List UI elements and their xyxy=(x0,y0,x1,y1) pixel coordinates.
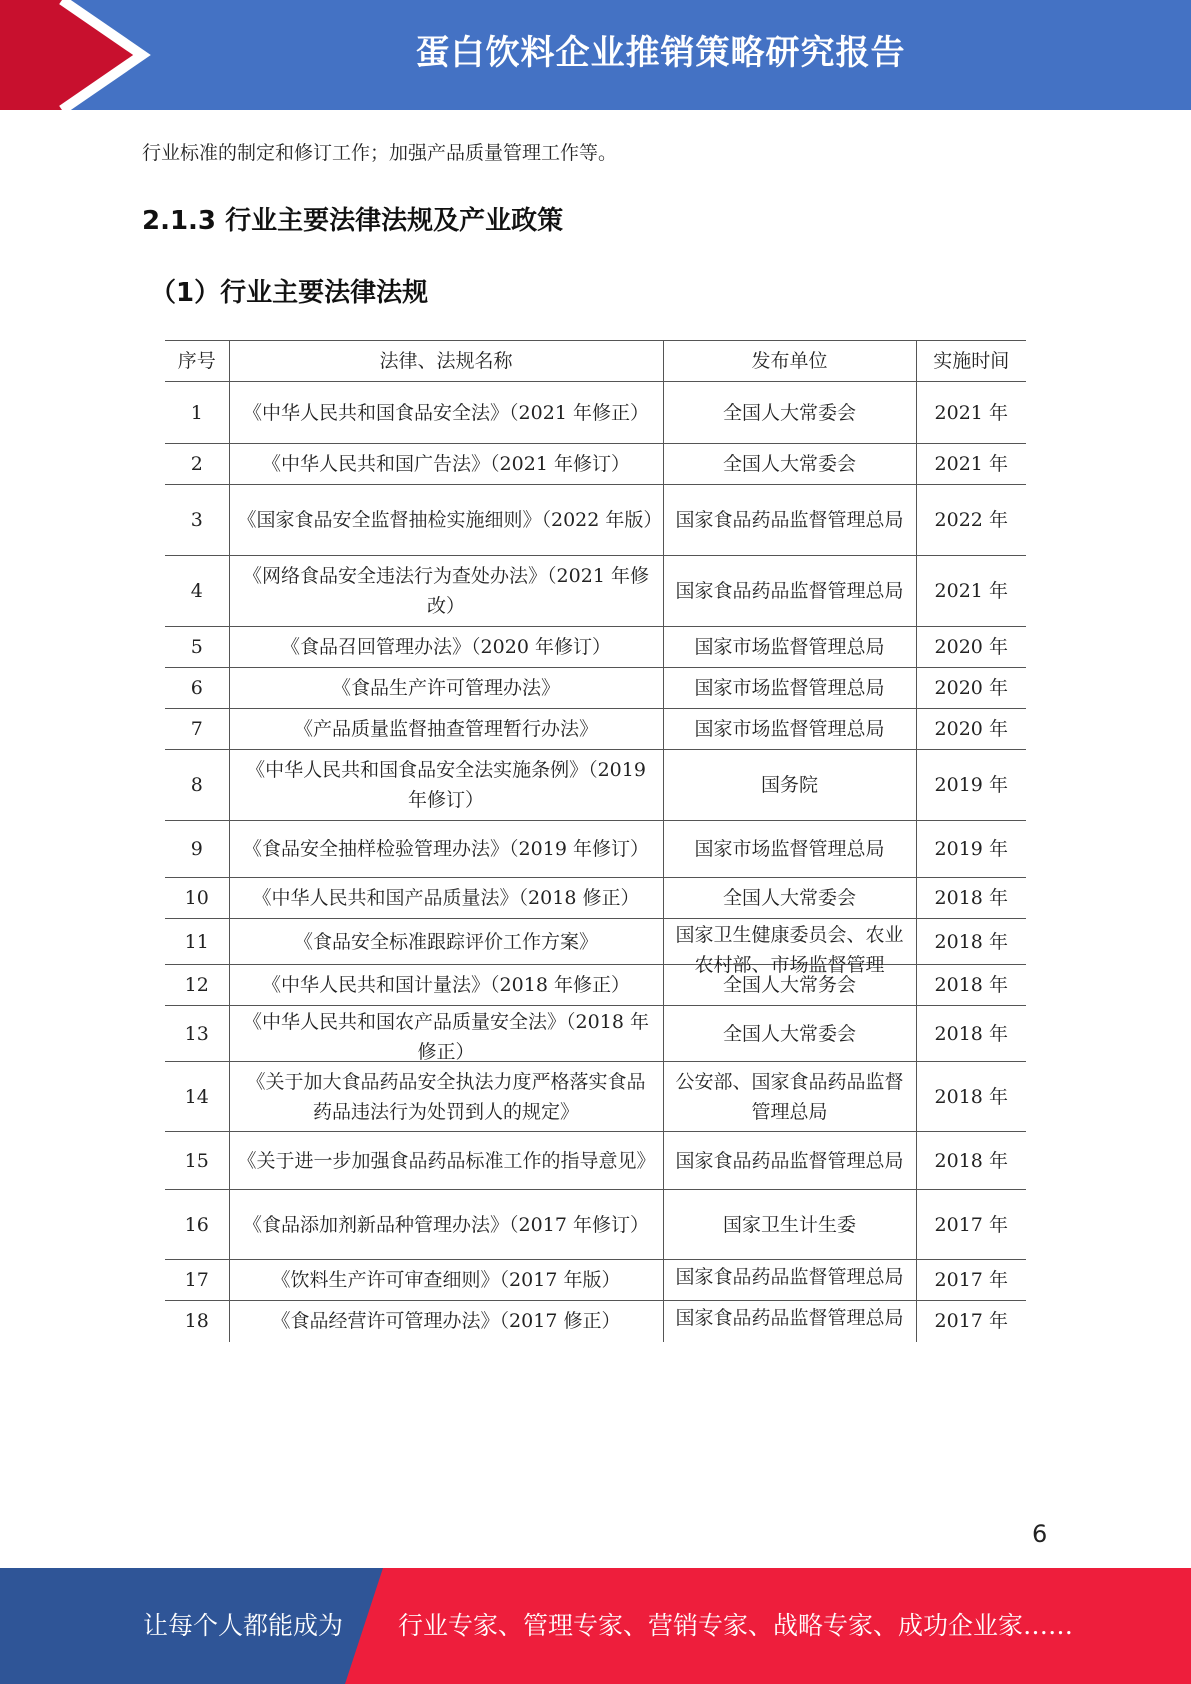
row-number: 1 xyxy=(165,382,229,444)
table-row xyxy=(165,965,1026,1006)
effective-date: 2020 年 xyxy=(916,627,1026,668)
table-row xyxy=(165,627,1026,668)
law-name-text: 《中华人民共和国农产品质量安全法》（2018 年修正） xyxy=(243,1010,649,1063)
row-number: 16 xyxy=(165,1190,229,1260)
issuing-authority: 国家卫生计生委 xyxy=(663,1190,916,1260)
law-name: 《中华人民共和国食品安全法》（2021 年修正） xyxy=(229,382,663,444)
law-name: 《产品质量监督抽查管理暂行办法》 xyxy=(229,709,663,750)
issuing-authority: 国家市场监督管理总局 xyxy=(663,668,916,709)
issuing-authority xyxy=(663,919,916,976)
row-number: 18 xyxy=(165,1301,229,1342)
effective-date: 2017 年 xyxy=(916,1190,1026,1260)
issuing-authority-text: 国家食品药品监督管理总局 xyxy=(675,1307,904,1330)
row-number: 8 xyxy=(165,750,229,821)
table-row xyxy=(165,878,1026,919)
issuing-authority: 全国人大常委会 xyxy=(663,1006,916,1062)
law-name: 《饮料生产许可审查细则》（2017 年版） xyxy=(229,1260,663,1301)
effective-date: 2018 年 xyxy=(916,1062,1026,1132)
issuing-authority: 公安部、国家食品药品监督管理总局 xyxy=(663,1062,916,1132)
table-header-row xyxy=(165,341,1026,382)
effective-date: 2020 年 xyxy=(916,709,1026,750)
section-heading: 2.1.3 行业主要法律法规及产业政策 xyxy=(142,206,564,236)
row-number: 12 xyxy=(165,965,229,1006)
effective-date: 2018 年 xyxy=(916,1006,1026,1062)
column-header-name: 法律、法规名称 xyxy=(229,341,663,382)
law-name: 《食品经营许可管理办法》（2017 修正） xyxy=(229,1301,663,1342)
law-name: 《关于进一步加强食品药品标准工作的指导意见》 xyxy=(229,1132,663,1190)
row-number: 4 xyxy=(165,556,229,627)
issuing-authority: 全国人大常务会 xyxy=(663,965,916,1006)
effective-date: 2021 年 xyxy=(916,556,1026,627)
effective-date: 2022 年 xyxy=(916,485,1026,556)
report-header xyxy=(0,0,1191,110)
law-name xyxy=(229,1006,663,1062)
law-name: 《网络食品安全违法行为查处办法》（2021 年修改） xyxy=(229,556,663,627)
issuing-authority-text: 国家卫生健康委员会、农业农村部、市场监督管理 xyxy=(675,923,904,976)
effective-date: 2018 年 xyxy=(916,965,1026,1006)
issuing-authority: 国家市场监督管理总局 xyxy=(663,627,916,668)
effective-date: 2019 年 xyxy=(916,821,1026,878)
header-red-chevron xyxy=(0,0,142,110)
table-row xyxy=(165,1190,1026,1260)
issuing-authority: 国务院 xyxy=(663,750,916,821)
table-row xyxy=(165,919,1026,965)
issuing-authority-text: 国家食品药品监督管理总局 xyxy=(675,1266,904,1288)
row-number: 15 xyxy=(165,1132,229,1190)
subsection-heading: （1）行业主要法律法规 xyxy=(150,278,429,308)
effective-date: 2018 年 xyxy=(916,1132,1026,1190)
table-row xyxy=(165,485,1026,556)
law-name: 《中华人民共和国计量法》（2018 年修正） xyxy=(229,965,663,1006)
issuing-authority: 国家食品药品监督管理总局 xyxy=(663,556,916,627)
effective-date: 2017 年 xyxy=(916,1260,1026,1301)
intro-paragraph: 行业标准的制定和修订工作；加强产品质量管理工作等。 xyxy=(142,142,618,164)
row-number: 9 xyxy=(165,821,229,878)
law-name: 《国家食品安全监督抽检实施细则》（2022 年版） xyxy=(229,485,663,556)
issuing-authority: 国家食品药品监督管理总局 xyxy=(663,485,916,556)
law-name: 《中华人民共和国产品质量法》（2018 修正） xyxy=(229,878,663,919)
table-row xyxy=(165,1301,1026,1342)
row-number: 3 xyxy=(165,485,229,556)
issuing-authority: 全国人大常委会 xyxy=(663,878,916,919)
law-name: 《中华人民共和国食品安全法实施条例》（2019 年修订） xyxy=(229,750,663,821)
table-row xyxy=(165,821,1026,878)
effective-date: 2021 年 xyxy=(916,444,1026,485)
law-name: 《食品安全标准跟踪评价工作方案》 xyxy=(229,919,663,965)
table-row xyxy=(165,1260,1026,1301)
table-row xyxy=(165,668,1026,709)
row-number: 5 xyxy=(165,627,229,668)
law-name: 《关于加大食品药品安全执法力度严格落实食品药品违法行为处罚到人的规定》 xyxy=(229,1062,663,1132)
issuing-authority: 国家市场监督管理总局 xyxy=(663,709,916,750)
table-row xyxy=(165,750,1026,821)
row-number: 10 xyxy=(165,878,229,919)
footer-slogan-left: 让每个人都能成为 xyxy=(143,1611,344,1640)
table-row xyxy=(165,382,1026,444)
table-row xyxy=(165,1062,1026,1132)
row-number: 17 xyxy=(165,1260,229,1301)
column-header-issuer: 发布单位 xyxy=(663,341,916,382)
page-number: 6 xyxy=(1032,1520,1048,1548)
row-number: 11 xyxy=(165,919,229,965)
issuing-authority: 国家食品药品监督管理总局 xyxy=(663,1132,916,1190)
column-header-number: 序号 xyxy=(165,341,229,382)
row-number: 13 xyxy=(165,1006,229,1062)
issuing-authority: 国家市场监督管理总局 xyxy=(663,821,916,878)
effective-date: 2017 年 xyxy=(916,1301,1026,1342)
table-row xyxy=(165,1006,1026,1062)
column-header-date: 实施时间 xyxy=(916,341,1026,382)
table-row xyxy=(165,444,1026,485)
effective-date: 2020 年 xyxy=(916,668,1026,709)
law-name: 《食品召回管理办法》（2020 年修订） xyxy=(229,627,663,668)
law-name: 《食品生产许可管理办法》 xyxy=(229,668,663,709)
issuing-authority xyxy=(663,1260,916,1301)
law-name: 《食品安全抽样检验管理办法》（2019 年修订） xyxy=(229,821,663,878)
law-name: 《中华人民共和国广告法》（2021 年修订） xyxy=(229,444,663,485)
footer-slogan-right: 行业专家、管理专家、营销专家、战略专家、成功企业家…… xyxy=(398,1611,1074,1640)
table-row xyxy=(165,1132,1026,1190)
effective-date: 2018 年 xyxy=(916,919,1026,965)
effective-date: 2019 年 xyxy=(916,750,1026,821)
issuing-authority: 全国人大常委会 xyxy=(663,444,916,485)
report-title: 蛋白饮料企业推销策略研究报告 xyxy=(415,33,906,73)
table-row xyxy=(165,709,1026,750)
row-number: 2 xyxy=(165,444,229,485)
row-number: 6 xyxy=(165,668,229,709)
row-number: 7 xyxy=(165,709,229,750)
law-name: 《食品添加剂新品种管理办法》（2017 年修订） xyxy=(229,1190,663,1260)
laws-regulations-table xyxy=(165,340,1026,1342)
table-row xyxy=(165,556,1026,627)
report-footer xyxy=(0,1568,1191,1684)
effective-date: 2021 年 xyxy=(916,382,1026,444)
issuing-authority: 全国人大常委会 xyxy=(663,382,916,444)
effective-date: 2018 年 xyxy=(916,878,1026,919)
issuing-authority xyxy=(663,1301,916,1342)
row-number: 14 xyxy=(165,1062,229,1132)
